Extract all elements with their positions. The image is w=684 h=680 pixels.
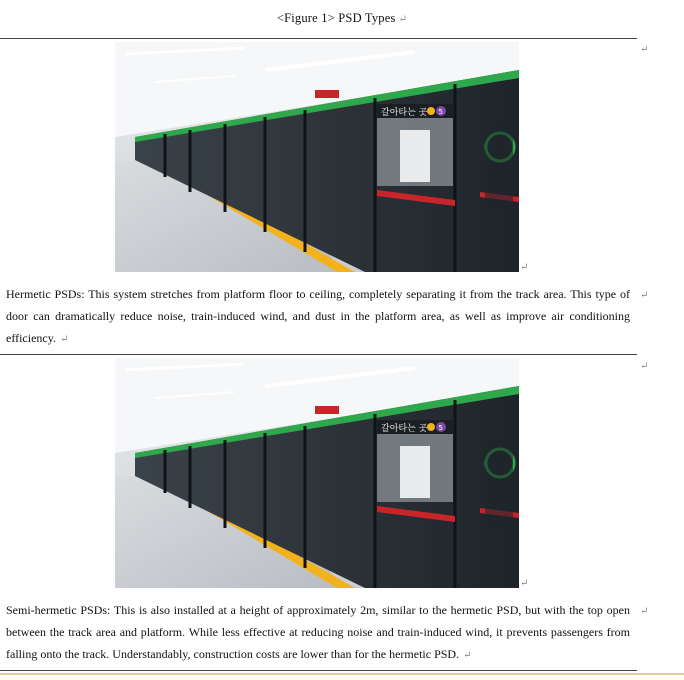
paragraph-mark-icon: ↵: [640, 606, 649, 617]
table-rule-bottom: [0, 670, 637, 671]
line-number-text: 5: [438, 424, 443, 432]
paragraph-mark-icon: ↵: [640, 44, 649, 55]
semi-hermetic-psd-photo: [115, 358, 519, 588]
semi-hermetic-psd-text: Semi-hermetic PSDs: This is also installed at a height of approximately 2m, similar to the hermetic PSD, but with the top open between the track area and platform. While less effective at reducing noise and train-induced wind, it prevents passengers from falling onto the track. Understandably, construction costs are lower than for the hermetic PSD.: [6, 603, 630, 661]
hermetic-psd-description: [6, 283, 630, 351]
station-platform-image: [115, 42, 519, 272]
paragraph-mark-icon: ↵: [640, 361, 649, 372]
line-number-text: 5: [438, 108, 443, 116]
semi-hermetic-psd-description: [6, 599, 630, 667]
paragraph-mark-icon: ↵: [398, 14, 408, 25]
paragraph-mark-icon: ↵: [520, 578, 529, 589]
hermetic-psd-photo: [115, 42, 519, 272]
hermetic-psd-text: Hermetic PSDs: This system stretches from platform floor to ceiling, completely separating it from the track area. This type of door can dramatically reduce noise, train-induced wind, and dust in the platform area, as well as improve air conditioning efficiency.: [6, 287, 630, 345]
table-rule-top: [0, 38, 637, 39]
figure-title: [0, 11, 684, 26]
station-platform-image: [115, 358, 519, 588]
figure-title-text: <Figure 1> PSD Types: [276, 11, 396, 25]
paragraph-mark-icon: ↵: [59, 334, 69, 345]
paragraph-mark-icon: ↵: [520, 262, 529, 273]
page-bottom-band: [0, 673, 684, 675]
paragraph-mark-icon: ↵: [463, 650, 472, 661]
table-rule-middle: [0, 354, 637, 355]
transfer-sign-text: 갈아타는 곳: [381, 424, 428, 434]
paragraph-mark-icon: ↵: [640, 290, 649, 301]
transfer-sign-text: 갈아타는 곳: [381, 108, 428, 118]
